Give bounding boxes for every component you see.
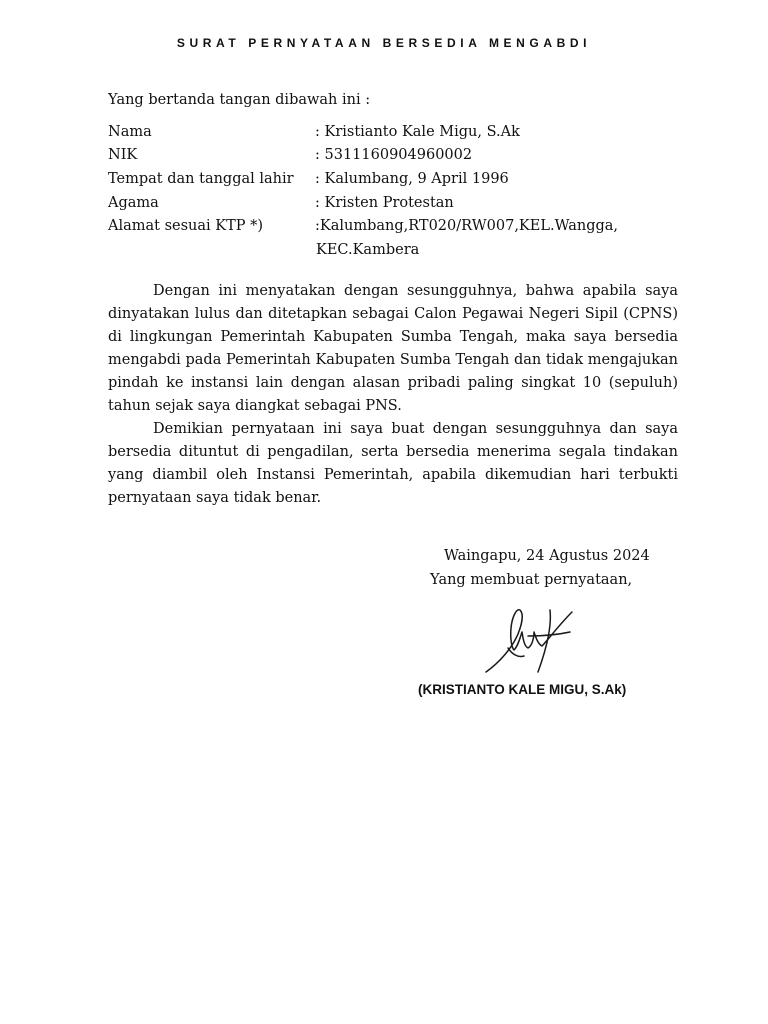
field-address xyxy=(108,218,688,240)
field-birth xyxy=(108,171,688,193)
paragraph-1: Dengan ini menyatakan dengan sesungguhnya, bahwa apabila saya dinyatakan lulus dan ditetapkan sebagai Calon Pegawai Negeri Sipil (CPNS) di lingkungan Pemerintah Kabupaten Sumba Tengah, maka saya bersedia mengabdi pada Pemerintah Kabupaten Sumba Tengah dan tidak mengajukan pindah ke instansi lain dengan alasan pribadi paling singkat 10 (sepuluh) tahun sejak saya diangkat sebagai PNS. xyxy=(108,283,678,414)
field-value: : 5311160904960002 xyxy=(315,147,473,163)
field-label: Nama xyxy=(108,124,152,140)
field-nik xyxy=(108,147,688,169)
field-value: :Kalumbang,RT020/RW007,KEL.Wangga, xyxy=(315,218,619,234)
address-continuation: KEC.Kambera xyxy=(316,242,420,258)
field-religion xyxy=(108,195,688,217)
maker-label: Yang membuat pernyataan, xyxy=(430,572,633,588)
intro-text: Yang bertanda tangan dibawah ini : xyxy=(108,92,371,108)
document-title: SURAT PERNYATAAN BERSEDIA MENGABDI xyxy=(176,36,592,50)
field-value: : Kristen Protestan xyxy=(315,195,454,211)
place-date: Waingapu, 24 Agustus 2024 xyxy=(444,548,650,564)
signature-image xyxy=(478,604,578,676)
field-value: : Kristianto Kale Migu, S.Ak xyxy=(315,124,520,140)
paragraph-2: Demikian pernyataan ini saya buat dengan sesungguhnya dan saya bersedia dituntut di pengadilan, serta bersedia menerima segala tindakan yang diambil oleh Instansi Pemerintah, apabila dikemudian hari terbukti pernyataan saya tidak benar. xyxy=(108,421,678,506)
field-label: Tempat dan tanggal lahir xyxy=(108,171,294,187)
field-label: Alamat sesuai KTP *) xyxy=(108,218,264,234)
field-label: NIK xyxy=(108,147,138,163)
field-name xyxy=(108,124,688,146)
field-label: Agama xyxy=(108,195,159,211)
field-value: : Kalumbang, 9 April 1996 xyxy=(315,171,509,187)
signer-name: (KRISTIANTO KALE MIGU, S.Ak) xyxy=(418,682,627,697)
